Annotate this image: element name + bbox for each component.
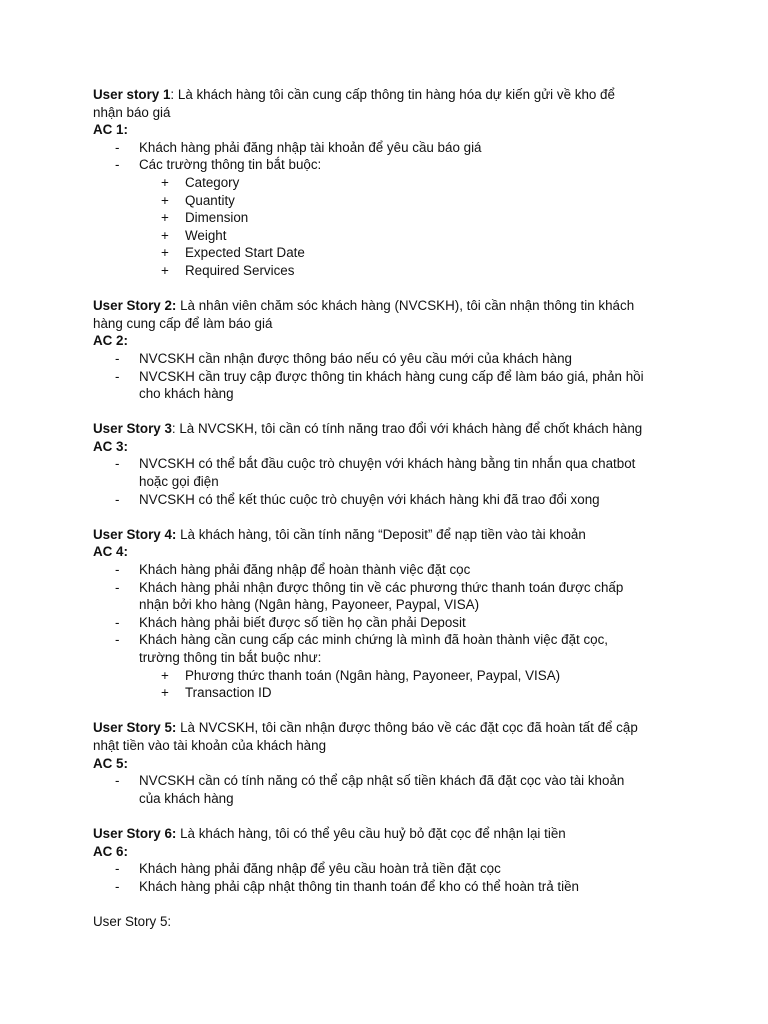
criteria-item [93,860,693,878]
criteria-item [93,491,693,509]
acceptance-criteria-heading: AC 5: [93,755,128,771]
user-story-label: User story 1 [93,87,171,102]
criteria-item-text: trường thông tin bắt buộc như: [139,650,322,665]
criteria-item [93,368,693,386]
criteria-item-text: Khách hàng phải nhận được thông tin về các phương thức thanh toán được chấp [139,579,624,595]
plus-bullet: + [161,262,169,278]
plus-bullet: + [161,227,169,243]
criteria-item [93,561,693,579]
dash-bullet: - [115,861,120,877]
criteria-item [93,350,693,368]
criteria-item [93,156,693,174]
acceptance-criteria-heading: AC 4: [93,544,128,560]
criteria-item-text: Các trường thông tin bắt buộc: [139,157,322,173]
criteria-item-text: Khách hàng phải cập nhật thông tin thanh toán để kho có thể hoàn trả tiền [139,878,580,894]
criteria-item-text: của khách hàng [139,790,234,806]
criteria-subitem [93,667,693,685]
criteria-item [93,455,693,473]
criteria-item [93,631,693,649]
criteria-item-text: hoặc gọi điện [139,474,219,490]
user-story-text: Là khách hàng, tôi có thể yêu cầu huỷ bỏ đặt cọc để nhận lại tiền [176,825,566,841]
criteria-item [93,790,693,808]
dash-bullet: - [115,456,120,472]
criteria-subitem [93,244,693,262]
dash-bullet: - [115,614,120,630]
user-story-title-line [93,526,693,544]
user-story-text: Là NVCSKH, tôi cần có tính năng trao đổi với khách hàng để chốt khách hàng [175,421,643,437]
criteria-subitem [93,192,693,210]
acceptance-criteria-heading: AC 1: [93,122,128,138]
user-story-section [93,86,693,280]
criteria-item [93,579,693,597]
criteria-subitem-text: Required Services [185,262,295,278]
dash-bullet: - [115,491,120,507]
criteria-item-text: Khách hàng phải đăng nhập để hoàn thành việc đặt cọc [139,562,471,578]
user-story-section [93,420,693,508]
user-story-separator: : [171,421,176,437]
criteria-subitem [93,209,693,227]
criteria-item-text: Khách hàng phải đăng nhập để yêu cầu hoàn trả tiền đặt cọc [139,861,501,877]
dash-bullet: - [115,632,120,648]
user-story-text: Là NVCSKH, tôi cần nhận được thông báo về các đặt cọc đã hoàn tất để cập [176,720,638,736]
criteria-item [93,385,693,403]
criteria-subitem-text: Category [185,174,240,190]
criteria-item [93,614,693,632]
plus-bullet: + [161,245,169,261]
dash-bullet: - [115,579,120,595]
user-story-section [93,526,693,702]
criteria-item-text: Khách hàng cần cung cấp các minh chứng là mình đã hoàn thành việc đặt cọc, [139,632,609,648]
plus-bullet: + [161,667,169,683]
criteria-item [93,649,693,667]
criteria-item-text: NVCSKH có thể bắt đầu cuộc trò chuyện với khách hàng bằng tin nhắn qua chatbot [139,456,636,472]
criteria-subitem-text: Weight [185,227,227,243]
criteria-item [93,878,693,896]
dash-bullet: - [115,562,120,578]
criteria-item [93,596,693,614]
acceptance-criteria-heading: AC 3: [93,438,128,454]
user-story-text: Là khách hàng, tôi cần tính năng “Deposit” để nạp tiền vào tài khoản [176,526,586,542]
user-story-title-line [93,86,693,104]
criteria-item-text: NVCSKH có thể kết thúc cuộc trò chuyện với khách hàng khi đã trao đổi xong [139,491,600,507]
document-page [93,86,693,931]
plus-bullet: + [161,192,169,208]
user-story-section [93,825,693,895]
dash-bullet: - [115,773,120,789]
user-story-title-line [93,719,693,737]
criteria-subitem [93,684,693,702]
criteria-item-text: Khách hàng phải biết được số tiền họ cần phải Deposit [139,614,466,630]
criteria-item-text: NVCSKH cần có tính năng có thể cập nhật số tiền khách đã đặt cọc vào tài khoản [139,773,625,789]
criteria-subitem-text: Transaction ID [185,685,272,701]
plus-bullet: + [161,174,169,190]
plus-bullet: + [161,210,169,226]
user-story-title-line [93,104,693,122]
user-story-section [93,297,693,403]
user-story-title-line [93,825,693,843]
user-story-separator: : [170,87,175,102]
user-story-label: User Story 6: [93,825,177,841]
user-story-title-line [93,737,693,755]
user-story-section [93,719,693,807]
user-story-text: nhận báo giá [93,104,171,120]
acceptance-criteria-heading: AC 6: [93,843,128,859]
criteria-item [93,772,693,790]
user-story-label: User Story 5: [93,720,177,736]
criteria-item [93,473,693,491]
dash-bullet: - [115,368,120,384]
acceptance-criteria-heading: AC 2: [93,333,128,349]
criteria-item-text: NVCSKH cần nhận được thông báo nếu có yêu cầu mới của khách hàng [139,350,572,366]
user-story-text: nhật tiền vào tài khoản của khách hàng [93,737,327,753]
user-story-label: User Story 3 [93,421,172,437]
dash-bullet: - [115,157,120,173]
criteria-subitem-text: Quantity [185,192,235,208]
trailing-user-story-label: User Story 5: [93,913,172,929]
criteria-subitem [93,174,693,192]
plus-bullet: + [161,685,169,701]
criteria-subitem-text: Phương thức thanh toán (Ngân hàng, Payoneer, Paypal, VISA) [185,667,561,683]
criteria-subitem [93,227,693,245]
user-story-title-line [93,297,693,315]
user-story-title-line [93,420,693,438]
criteria-subitem-text: Expected Start Date [185,245,305,261]
dash-bullet: - [115,350,120,366]
criteria-item-text: Khách hàng phải đăng nhập tài khoản để yêu cầu báo giá [139,139,482,155]
user-story-label: User Story 2: [93,298,177,314]
criteria-item [93,139,693,157]
dash-bullet: - [115,139,120,155]
criteria-subitem [93,262,693,280]
criteria-subitem-text: Dimension [185,210,249,226]
user-story-text: hàng cung cấp để làm báo giá [93,315,273,331]
criteria-item-text: cho khách hàng [139,386,234,402]
user-story-title-line [93,315,693,333]
user-story-text: Là nhân viên chăm sóc khách hàng (NVCSKH), tôi cần nhận thông tin khách [176,298,635,314]
dash-bullet: - [115,878,120,894]
criteria-item-text: nhận bởi kho hàng (Ngân hàng, Payoneer, Paypal, VISA) [139,597,480,613]
user-story-label: User Story 4: [93,526,177,542]
user-story-text: Là khách hàng tôi cần cung cấp thông tin hàng hóa dự kiến gửi về kho để [174,87,615,102]
criteria-item-text: NVCSKH cần truy cập được thông tin khách hàng cung cấp để làm báo giá, phản hồi [139,368,644,384]
